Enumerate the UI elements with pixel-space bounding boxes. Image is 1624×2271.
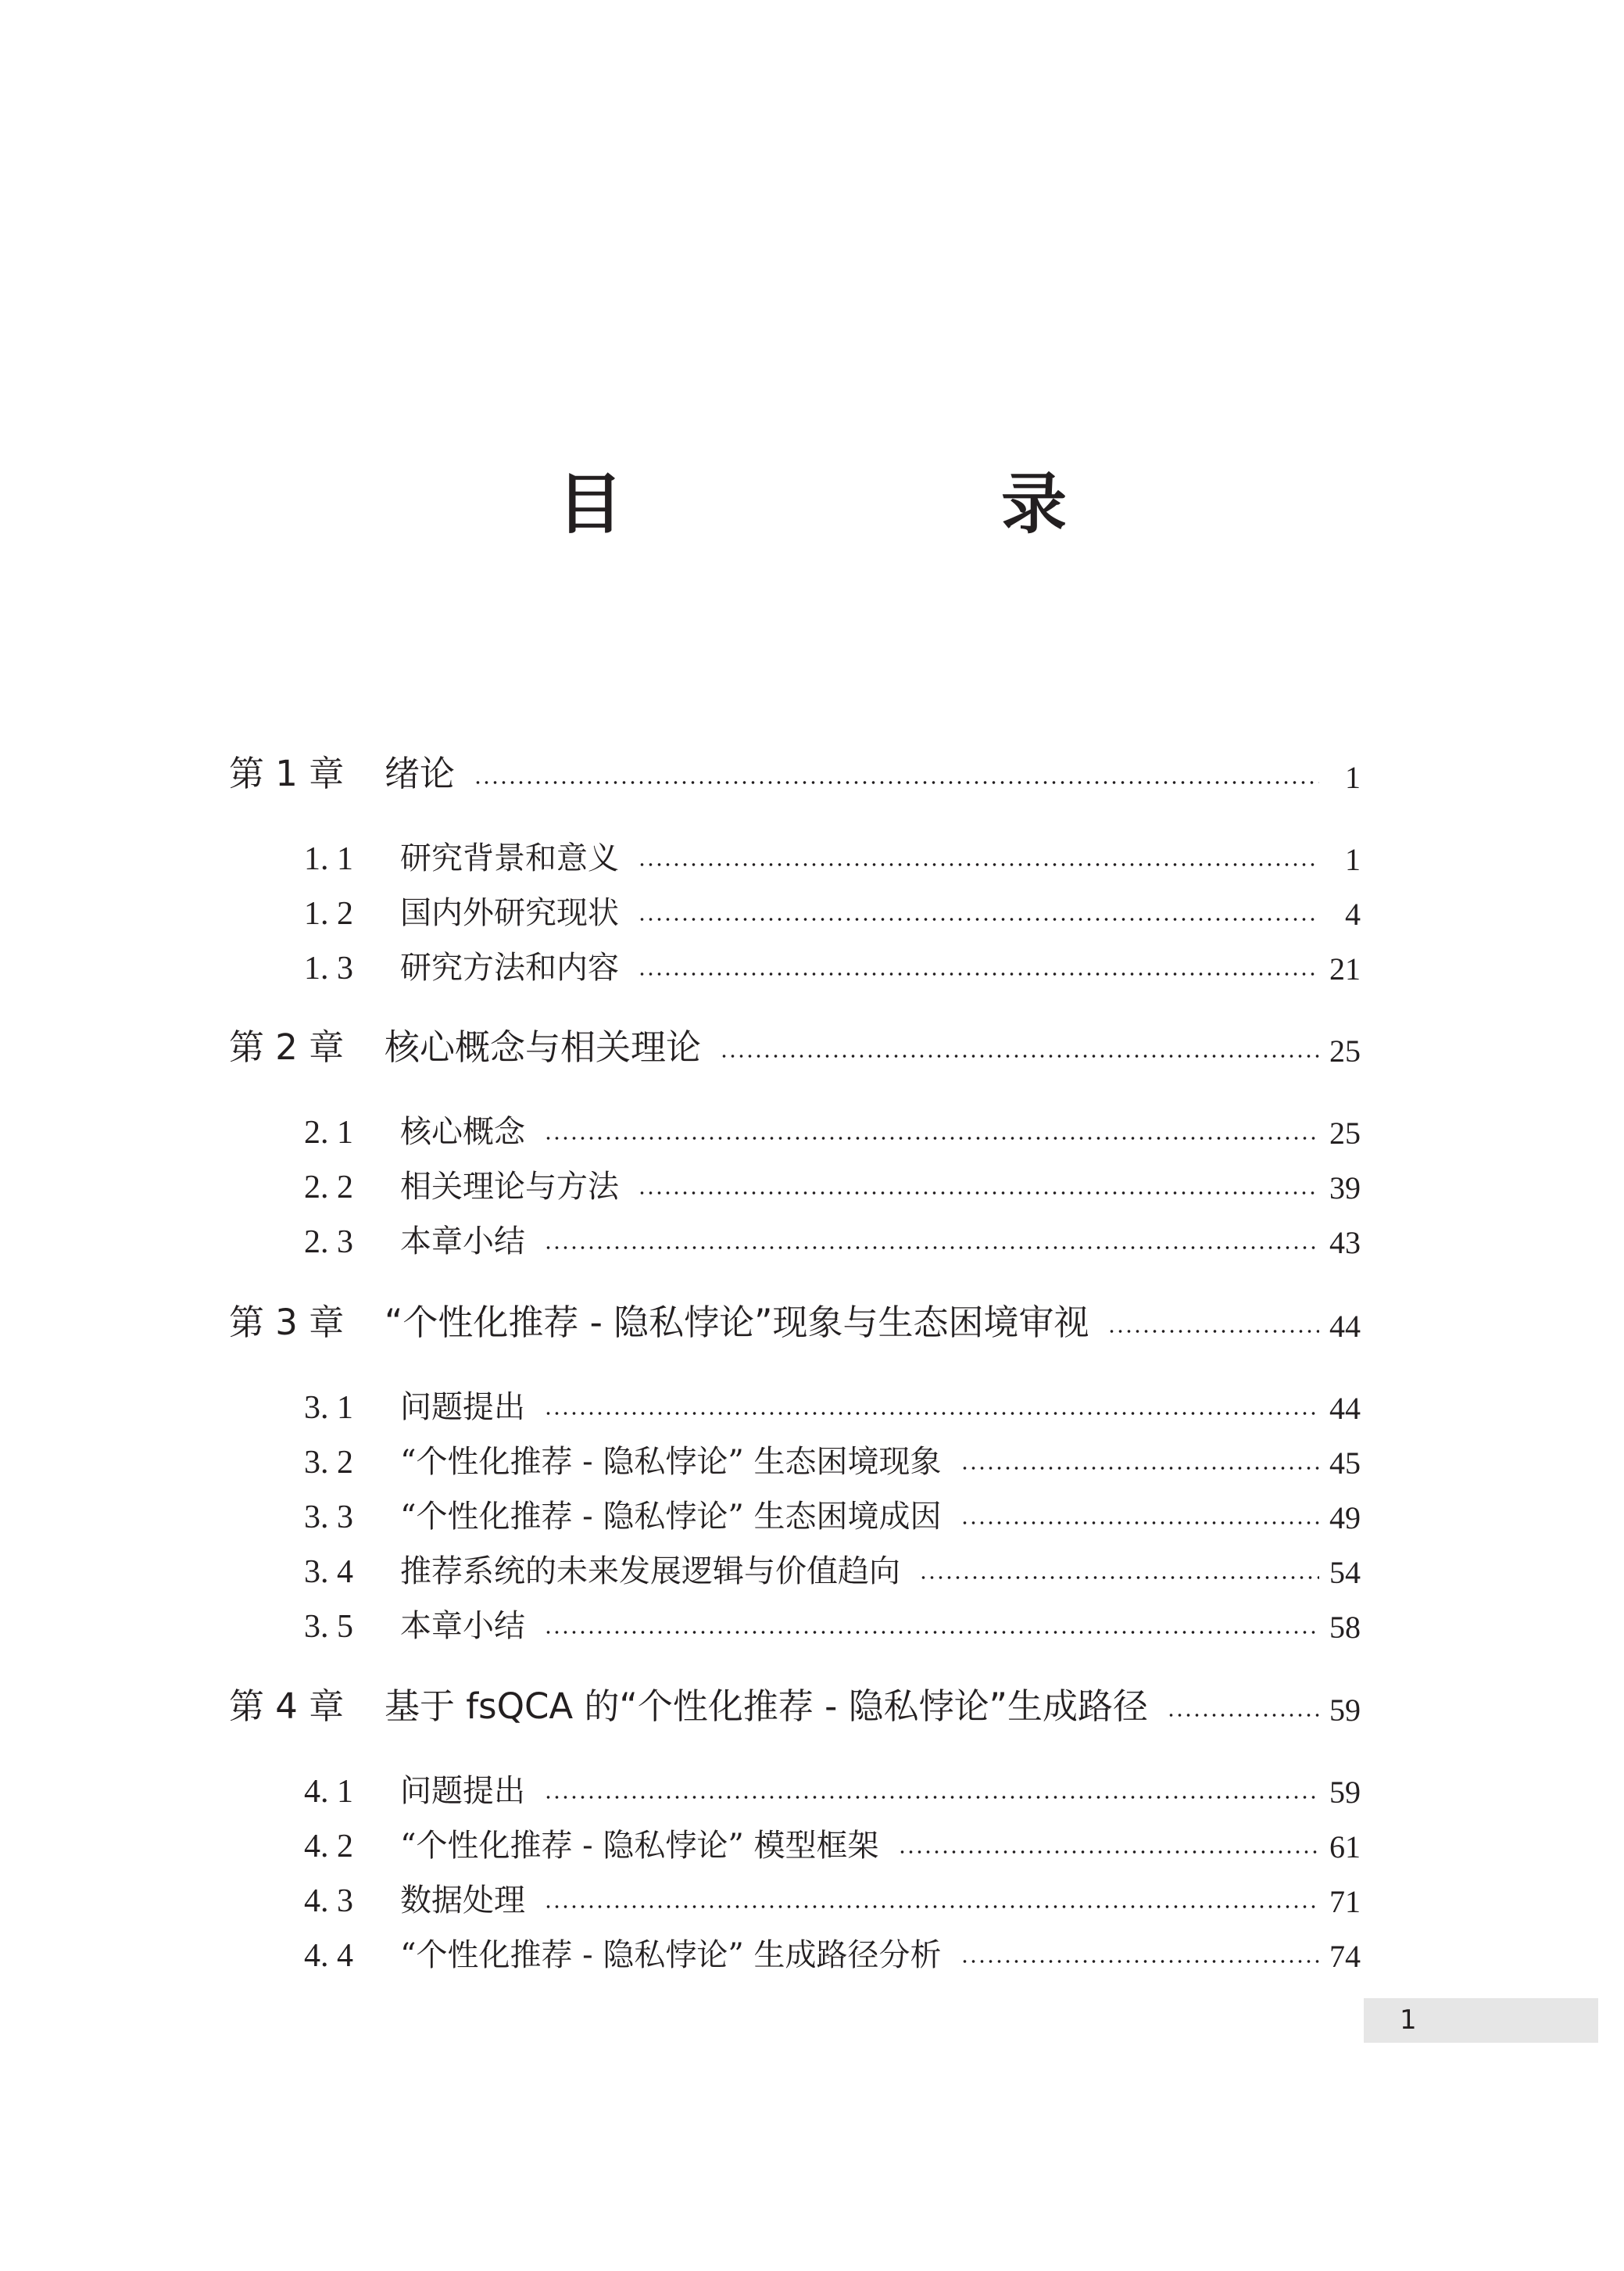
toc-entry-section <box>0 1600 1624 1650</box>
dot-leader <box>960 1959 1319 1964</box>
toc-entry-section <box>0 1106 1624 1156</box>
toc-entry-title: 问题提出 <box>400 1773 525 1809</box>
dot-leader <box>1107 1329 1319 1334</box>
toc-entry-title: 国内外研究现状 <box>400 895 619 931</box>
toc-entry-page: 49 <box>1329 1500 1361 1535</box>
toc-entry-page: 1 <box>1345 842 1361 877</box>
toc-entry-page: 59 <box>1329 1775 1361 1810</box>
toc-entry-number: 3. 2 <box>304 1445 353 1481</box>
toc-entry-chapter <box>0 750 1624 801</box>
dot-leader <box>898 1850 1319 1854</box>
toc-entry-page: 59 <box>1329 1693 1361 1728</box>
toc-entry-title: 研究背景和意义 <box>400 840 619 876</box>
page-number: 1 <box>1400 2004 1417 2036</box>
page-title: 目 录 <box>556 465 1223 543</box>
toc-entry-page: 58 <box>1329 1610 1361 1645</box>
toc-entry-page: 71 <box>1329 1884 1361 1919</box>
toc-entry-page: 39 <box>1329 1170 1361 1205</box>
dot-leader <box>544 1136 1319 1141</box>
toc-entry-title: 核心概念 <box>400 1114 525 1150</box>
toc-entry-section <box>0 1929 1624 1979</box>
dot-leader <box>544 1411 1319 1416</box>
toc-entry-title: 研究方法和内容 <box>400 950 619 986</box>
toc-entry-page: 1 <box>1345 760 1361 795</box>
toc-entry-chapter <box>0 1299 1624 1349</box>
dot-leader <box>960 1521 1319 1525</box>
dot-leader <box>544 1904 1319 1909</box>
toc-entry-title: 问题提出 <box>400 1389 525 1425</box>
dot-leader <box>720 1054 1319 1058</box>
toc-entry-number: 4. 2 <box>304 1829 353 1864</box>
dot-leader <box>638 1191 1319 1195</box>
toc-entry-page: 74 <box>1329 1939 1361 1974</box>
toc-entry-title: 基于 fsQCA 的“个性化推荐 - 隐私悖论”生成路径 <box>385 1685 1148 1727</box>
toc-entry-section <box>0 1491 1624 1541</box>
toc-entry-title: 数据处理 <box>400 1882 525 1918</box>
dot-leader <box>474 780 1319 785</box>
toc-entry-section <box>0 833 1624 883</box>
toc-entry-number: 2. 1 <box>304 1115 353 1151</box>
dot-leader <box>638 917 1319 922</box>
toc-entry-section <box>0 1820 1624 1870</box>
toc-entry-title: 绪论 <box>385 753 456 794</box>
dot-leader <box>919 1575 1319 1580</box>
toc-entry-title: “个性化推荐 - 隐私悖论” 生态困境成因 <box>400 1499 942 1535</box>
dot-leader <box>544 1630 1319 1635</box>
toc-entry-page: 25 <box>1329 1033 1361 1069</box>
toc-entry-number: 第 4 章 <box>229 1685 345 1727</box>
toc-entry-number: 4. 1 <box>304 1774 353 1810</box>
toc-entry-page: 44 <box>1329 1309 1361 1344</box>
toc-entry-number: 1. 3 <box>304 951 353 987</box>
toc-entry-section <box>0 1381 1624 1431</box>
toc-entry-title: 本章小结 <box>400 1223 525 1259</box>
page-number-box <box>1364 1998 1598 2043</box>
dot-leader <box>1167 1713 1319 1718</box>
toc-entry-page: 61 <box>1329 1829 1361 1864</box>
toc-entry-page: 45 <box>1329 1445 1361 1481</box>
toc-entry-title: “个性化推荐 - 隐私悖论”现象与生态困境审视 <box>385 1302 1089 1343</box>
toc-entry-section <box>0 887 1624 937</box>
toc-entry-number: 3. 3 <box>304 1499 353 1535</box>
toc-entry-section <box>0 1875 1624 1925</box>
toc-entry-number: 3. 4 <box>304 1554 353 1590</box>
toc-entry-title: 推荐系统的未来发展逻辑与价值趋向 <box>400 1553 900 1589</box>
toc-entry-title: 相关理论与方法 <box>400 1169 619 1205</box>
toc-entry-title: “个性化推荐 - 隐私悖论” 生态困境现象 <box>400 1444 942 1480</box>
toc-entry-section <box>0 1436 1624 1486</box>
dot-leader <box>960 1466 1319 1470</box>
toc-entry-number: 3. 5 <box>304 1609 353 1645</box>
toc-entry-page: 44 <box>1329 1391 1361 1426</box>
toc-entry-chapter <box>0 1683 1624 1733</box>
toc-entry-section <box>0 1216 1624 1266</box>
toc-entry-chapter <box>0 1024 1624 1074</box>
toc-entry-number: 4. 4 <box>304 1938 353 1974</box>
toc-entry-number: 4. 3 <box>304 1883 353 1919</box>
toc-entry-title: 本章小结 <box>400 1608 525 1644</box>
toc-entry-title: “个性化推荐 - 隐私悖论” 模型框架 <box>400 1828 879 1864</box>
dot-leader <box>638 862 1319 867</box>
toc-entry-section <box>0 1546 1624 1596</box>
toc-entry-number: 第 1 章 <box>229 753 345 794</box>
toc-entry-page: 4 <box>1345 897 1361 932</box>
toc-entry-number: 2. 2 <box>304 1170 353 1205</box>
dot-leader <box>544 1795 1319 1800</box>
toc-entry-section <box>0 942 1624 992</box>
toc-entry-title: “个性化推荐 - 隐私悖论” 生成路径分析 <box>400 1937 942 1973</box>
toc-entry-number: 1. 2 <box>304 896 353 932</box>
toc-entry-page: 43 <box>1329 1225 1361 1260</box>
toc-entry-number: 第 2 章 <box>229 1026 345 1068</box>
dot-leader <box>638 972 1319 976</box>
toc-entry-page: 25 <box>1329 1116 1361 1151</box>
toc-entry-number: 第 3 章 <box>229 1302 345 1343</box>
toc-entry-title: 核心概念与相关理论 <box>385 1026 702 1068</box>
toc-entry-number: 3. 1 <box>304 1390 353 1426</box>
toc-entry-number: 1. 1 <box>304 841 353 877</box>
toc-entry-section <box>0 1161 1624 1211</box>
toc-entry-number: 2. 3 <box>304 1224 353 1260</box>
toc-entry-section <box>0 1765 1624 1815</box>
dot-leader <box>544 1245 1319 1250</box>
toc-entry-page: 54 <box>1329 1555 1361 1590</box>
toc-entry-page: 21 <box>1329 951 1361 987</box>
